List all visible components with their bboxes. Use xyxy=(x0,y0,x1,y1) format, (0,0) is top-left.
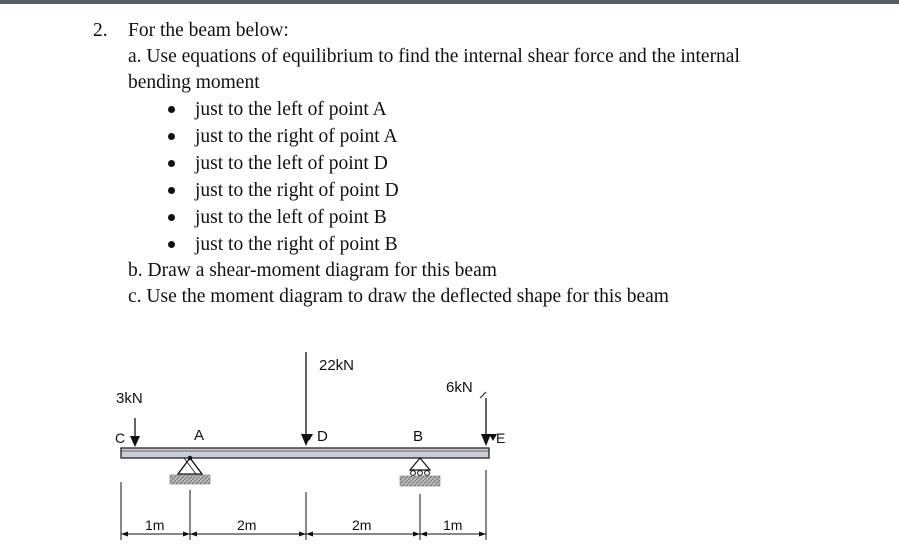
beam xyxy=(121,448,489,458)
point-label-d: D xyxy=(317,428,328,445)
load-label-e: 6kN xyxy=(446,379,473,396)
beam-diagram xyxy=(0,340,899,555)
bullet-icon xyxy=(168,133,175,140)
roller-support-b xyxy=(400,458,440,486)
dimension-label-db: 2m xyxy=(352,517,372,533)
bullet-icon xyxy=(168,160,175,167)
part-c: c. Use the moment diagram to draw the deflected shape for this beam xyxy=(128,286,669,307)
problem-text xyxy=(93,18,883,310)
bullet-icon xyxy=(168,106,175,113)
problem-intro: For the beam below: xyxy=(128,20,289,41)
load-arrow-e xyxy=(480,392,491,446)
list-item: just to the left of point A xyxy=(93,96,883,123)
point-label-b: B xyxy=(413,428,424,445)
pin-support-a xyxy=(170,456,210,484)
dimension-label-be: 1m xyxy=(443,517,463,533)
list-item: just to the right of point D xyxy=(93,177,883,204)
load-label-c: 3kN xyxy=(116,390,143,407)
bullet-list xyxy=(93,96,883,258)
bullet-icon xyxy=(168,241,175,248)
part-b: b. Draw a shear-moment diagram for this beam xyxy=(128,260,497,281)
dimension-label-ca: 1m xyxy=(145,517,165,533)
list-item: just to the left of point B xyxy=(93,204,883,231)
list-item: just to the left of point D xyxy=(93,150,883,177)
problem-intro-row xyxy=(93,18,883,44)
point-label-c: C xyxy=(115,430,126,446)
window-top-bar xyxy=(0,0,899,4)
load-arrow-d xyxy=(301,352,311,446)
bullet-icon xyxy=(168,187,175,194)
point-label-a: A xyxy=(194,427,205,444)
bullet-icon xyxy=(168,214,175,221)
dimension-label-ad: 2m xyxy=(237,517,257,533)
point-label-e: E xyxy=(496,430,506,446)
list-item: just to the right of point B xyxy=(93,231,883,258)
problem-number: 2. xyxy=(93,20,108,41)
list-item: just to the right of point A xyxy=(93,123,883,150)
part-a-line2: bending moment xyxy=(128,72,260,93)
part-a-line1: a. Use equations of equilibrium to find the internal shear force and the internal xyxy=(128,46,740,67)
load-label-d: 22kN xyxy=(319,357,355,374)
load-arrow-c xyxy=(130,418,140,447)
